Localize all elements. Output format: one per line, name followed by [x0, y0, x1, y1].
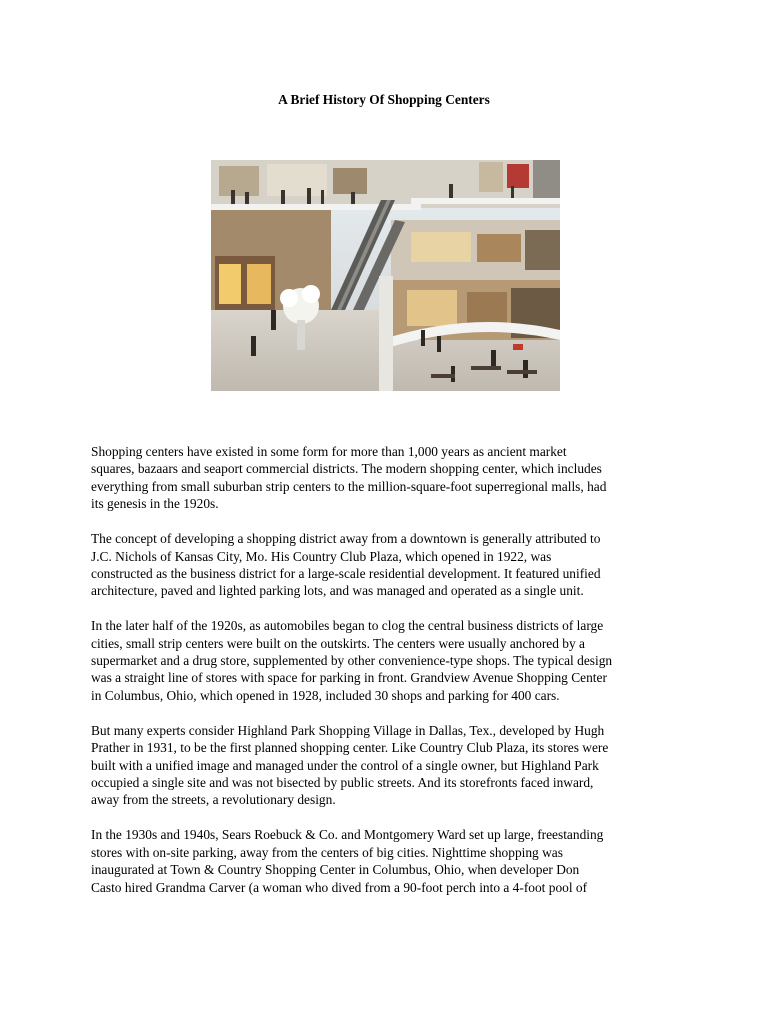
- text-line: Shopping centers have existed in some form for more than 1,000 years as ancient market: [91, 444, 567, 459]
- text-line: cities, small strip centers were built on the outskirts. The centers were usually anchored by a: [91, 635, 585, 651]
- document-body: [91, 443, 681, 913]
- text-line: away from the streets, a revolutionary design.: [91, 792, 336, 808]
- text-line: inaugurated at Town & Country Shopping Center in Columbus, Ohio, when developer Don: [91, 862, 580, 878]
- text-line: in Columbus, Ohio, which opened in 1928, included 30 shops and parking for 400 cars.: [91, 687, 560, 703]
- text-line: Prather in 1931, to be the first planned shopping center. Like Country Club Plaza, its stores were: [91, 740, 609, 756]
- text-line: In the 1930s and 1940s, Sears Roebuck & Co. and Montgomery Ward set up large, freestanding: [91, 827, 604, 843]
- text-line: J.C. Nichols of Kansas City, Mo. His Country Club Plaza, which opened in 1922, was: [91, 548, 552, 564]
- text-line: occupied a single site and was not bisected by public streets. And its storefronts faced inward,: [91, 775, 594, 790]
- text-line: squares, bazaars and seaport commercial districts. The modern shopping center, which includes: [91, 461, 602, 477]
- paragraph-5: [91, 826, 681, 896]
- text-line: everything from small suburban strip centers to the million-square-foot superregional malls, had: [91, 478, 607, 494]
- text-line: stores with on-site parking, away from the centers of big cities. Nighttime shopping was: [91, 844, 563, 860]
- document-title: A Brief History Of Shopping Centers: [278, 92, 490, 107]
- text-line: In the later half of the 1920s, as automobiles began to clog the central business districts of large: [91, 618, 604, 634]
- text-line: was a straight line of stores with space for parking in front. Grandview Avenue Shopping Center: [91, 670, 607, 686]
- text-line: supermarket and a drug store, supplemented by other convenience-type shops. The typical design: [91, 653, 613, 669]
- paragraph-2: [91, 530, 681, 600]
- paragraph-3: [91, 617, 681, 704]
- text-line: its genesis in the 1920s.: [91, 496, 219, 512]
- text-line: built with a unified image and managed under the control of a single owner, but Highland Park: [91, 757, 599, 773]
- paragraph-4: [91, 722, 681, 809]
- text-line: Casto hired Grandma Carver (a woman who dived from a 90-foot perch into a 4-foot pool of: [91, 879, 588, 895]
- paragraph-1: [91, 443, 681, 513]
- text-line: The concept of developing a shopping district away from a downtown is generally attributed to: [91, 531, 601, 547]
- shopping-mall-photo: [211, 160, 560, 391]
- text-line: constructed as the business district for a large-scale residential development. It featured unified: [91, 565, 601, 581]
- text-line: architecture, paved and lighted parking lots, and was managed and operated as a single unit.: [91, 583, 584, 599]
- text-line: But many experts consider Highland Park Shopping Village in Dallas, Tex., developed by Hugh: [91, 722, 605, 738]
